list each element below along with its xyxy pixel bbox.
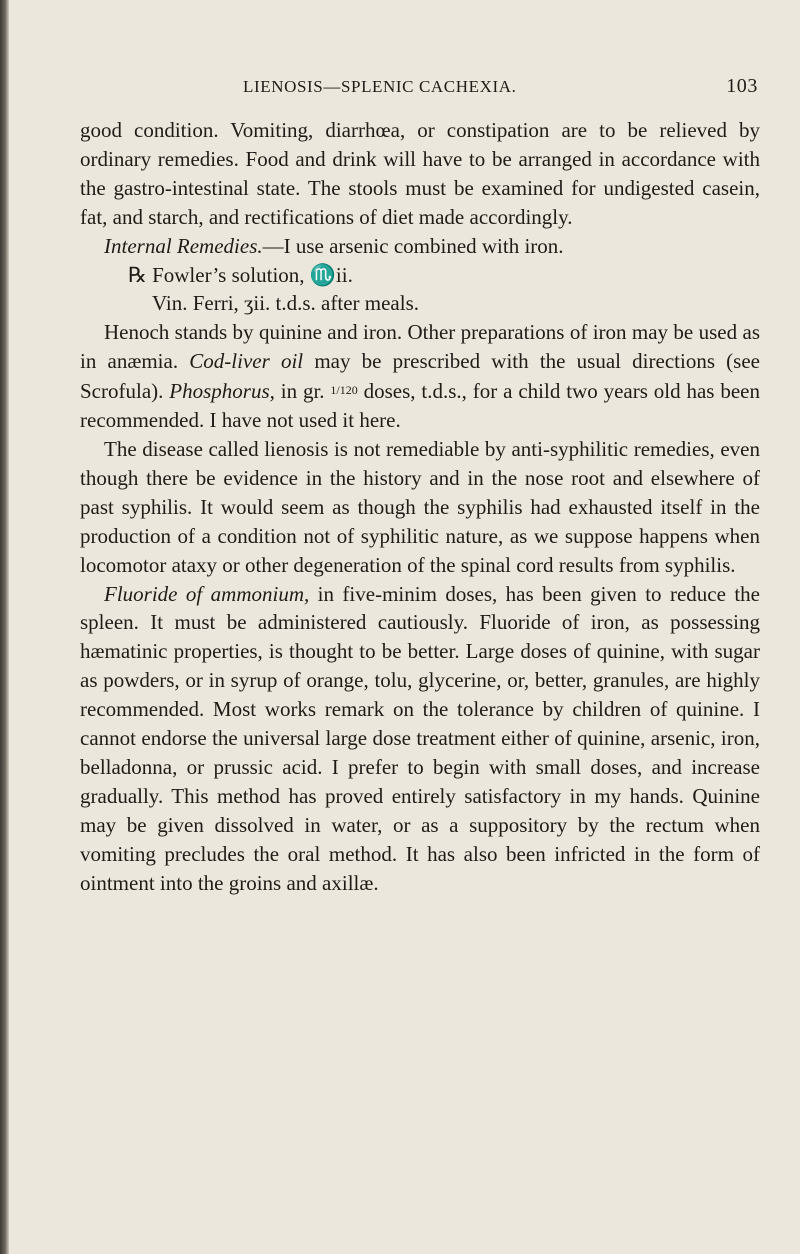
paragraph-1: good condition. Vomiting, diarrhœa, or constipation are to be relieved by ordinary remedies. Food and drink will have to be arranged in accordance with the gastro-intestinal state. The stools must be examined for undigested casein, fat, and starch, and rectifications of diet made accordingly. xyxy=(80,118,760,229)
internal-remedies-text: —I use arsenic combined with iron. xyxy=(262,233,564,258)
cod-liver-oil-term: Cod-liver oil xyxy=(189,349,304,374)
phosphorus-term: Phosphorus, xyxy=(169,379,275,404)
henoch-text-c: in gr. xyxy=(274,379,331,404)
henoch-text-d: doses, t.d.s., for a child two years old has been recommended. I have not used it here. xyxy=(80,379,761,433)
book-page xyxy=(80,72,760,897)
dose-fraction: 1/120 xyxy=(330,383,358,398)
henoch-text-b: may be prescribed with the usual directions (see Scrofula). xyxy=(80,349,760,404)
prescription-line-2: Vin. Ferri, ʒii. t.d.s. after meals. xyxy=(152,291,420,316)
paragraph-lienosis: The disease called lienosis is not remediable by anti-syphilitic remedies, even though there be evidence in the history and in the nose root and elsewhere of past syphilis. It would seem as though the syphilis had exhausted itself in the production of a condition not of syphilitic nature, as we suppose happens when locomotor ataxy or other degeneration of the spinal cord results from syphilis. xyxy=(80,436,760,577)
paragraph-fluoride xyxy=(80,580,760,898)
henoch-text-a: Henoch stands by quinine and iron. Other preparations of iron may be used as in anæmia. xyxy=(80,320,760,374)
running-header xyxy=(80,72,760,102)
running-title: LIENOSIS—SPLENIC CACHEXIA. xyxy=(243,77,517,96)
prescription-line-1: ℞ Fowler’s solution, ♏ii. xyxy=(128,262,353,287)
internal-remedies-heading: Internal Remedies. xyxy=(104,233,263,258)
page-number: 103 xyxy=(726,75,758,97)
paragraph-internal-remedies xyxy=(80,232,760,261)
book-spine-shadow xyxy=(0,0,9,1254)
fluoride-text: in five-minim doses, has been given to reduce the spleen. It must be administered cautiously. Fluoride of iron, as possessing hæmatinic properties, is thought to be better. Large doses of quinine, with sugar as powders, or in syrup of orange, tolu, glycerine, or, better, granules, are highly recommended. Most works remark on the tolerance by children of quinine. I cannot endorse the universal large dose treatment either of quinine, arsenic, iron, belladonna, or prussic acid. I prefer to begin with small doses, and increase gradually. This method has proved entirely satisfactory in my hands. Quinine may be given dissolved in water, or as a suppository by the rectum when vomiting precludes the oral method. It has also been infricted in the form of ointment into the groins and axillæ. xyxy=(80,581,760,895)
fluoride-ammonium-term: Fluoride of ammonium, xyxy=(104,581,310,606)
paragraph-henoch xyxy=(80,318,760,435)
